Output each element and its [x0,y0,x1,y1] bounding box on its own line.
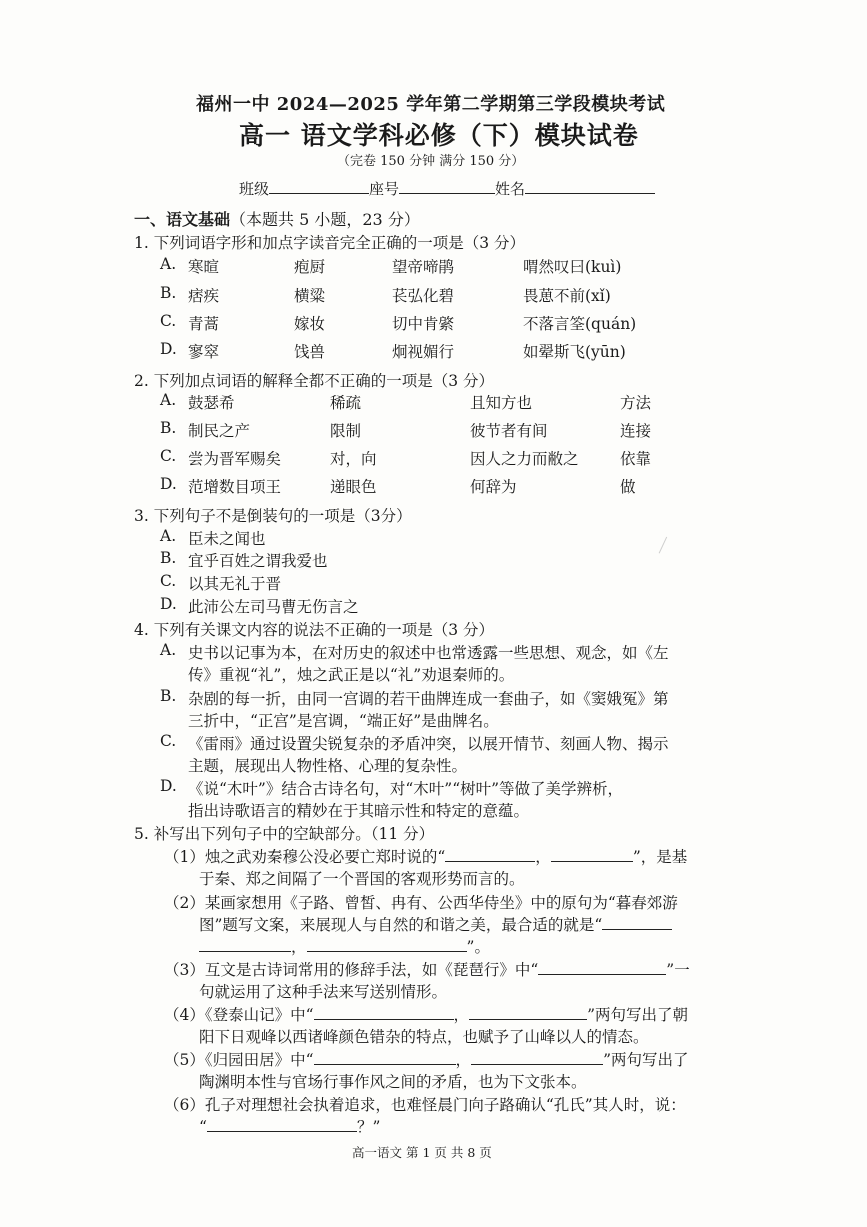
student-fields [239,178,655,199]
seat-label: 座号 [369,180,400,198]
q4-opt-d-line2: 指出诗歌语言的精妙在于其暗示性和特定的意蕴。 [188,802,530,820]
q5-item6-text-c: ？” [356,1118,381,1136]
q5-item1-line2: 于秦、郑之间隔了一个晋国的客观形势而言的。 [199,870,525,888]
q5-item1-blank1[interactable] [445,847,535,862]
q2-opt-c-4: 依靠 [620,450,652,468]
q5-item4-line1 [164,1003,688,1025]
q3-opt-d: 此沛公左司马曹无伤言之 [188,598,359,616]
q2-opt-c-3: 因人之力而敝之 [470,450,579,468]
q4-opt-b-line2: 三折中，“正宫”是宫调，“端正好”是曲牌名。 [188,712,499,730]
q5-item6-line2 [199,1115,380,1137]
q4-opt-d-line1: 《说“木叶”》结合古诗名句，对“木叶”“树叶”等做了美学辨析， [188,780,624,798]
section-heading [134,207,420,230]
q5-item6-text-b: “ [199,1118,207,1136]
q5-item3-blank[interactable] [538,960,666,975]
q4-opt-a-line1: 史书以记事为本，在对历史的叙述中也常透露一些思想、观念，如《左 [188,644,669,662]
q5-item2-text-d: ”。 [466,938,490,956]
q2-opt-d-4: 做 [620,478,636,496]
seat-blank[interactable] [399,179,495,194]
q4-opt-c-line2: 主题，展现出人物性格、心理的复杂性。 [188,757,468,775]
q5-item3-text-a: （3）互文是古诗词常用的修辞手法，如《琵琶行》中“ [164,961,539,979]
section-title: 一、语文基础 [134,210,231,229]
q2-opt-a-label: A. [160,391,177,409]
q3-opt-b: 宜乎百姓之谓我爱也 [188,552,328,570]
q4-opt-b-label: B. [160,687,177,705]
q4-stem: 4. 下列有关课文内容的说法不正确的一项是（3 分） [134,621,495,639]
q1-opt-d-2: 饯兽 [294,343,326,361]
class-label: 班级 [239,180,270,198]
q3-opt-d-label: D. [160,595,177,613]
q1-opt-a-4: 喟然叹曰(kuì) [523,258,622,276]
school-title: 福州一中 2024—2025 学年第二学期第三学段模块考试 [196,94,666,115]
q1-opt-c-label: C. [160,312,177,330]
q2-opt-a-2: 稀疏 [330,394,362,412]
q1-opt-c-3: 切中肯綮 [392,315,455,333]
q5-item2-blank1-cont[interactable] [199,937,291,952]
q3-opt-a: 臣未之闻也 [188,530,266,548]
q5-item3-line1 [164,958,690,980]
q2-opt-a-3: 且知方也 [470,394,533,412]
q3-opt-b-label: B. [160,549,177,567]
q1-opt-b-4: 畏葸不前(xǐ) [523,287,611,305]
q2-opt-b-2: 限制 [330,422,362,440]
q3-stem: 3. 下列句子不是倒装句的一项是（3分） [134,507,412,525]
q5-item4-text-a: （4）《登泰山记》中“ [164,1006,314,1024]
name-label: 姓名 [495,180,526,198]
q5-stem: 5. 补写出下列句子中的空缺部分。（11 分） [134,825,435,843]
exam-info: （完卷 150 分钟 满分 150 分） [337,154,525,169]
q2-opt-a-4: 方法 [620,394,652,412]
q5-item4-blank2[interactable] [469,1005,587,1020]
q1-opt-c-2: 嫁妆 [294,315,326,333]
q5-item2-line3 [199,935,490,957]
q2-opt-d-2: 递眼色 [330,478,377,496]
q2-opt-d-1: 范增数目项王 [188,478,282,496]
q4-opt-b-line1: 杂剧的每一折，由同一宫调的若干曲牌连成一套曲子，如《窦娥冤》第 [188,690,669,708]
q5-item1-text-c: ”，是基 [632,848,688,866]
scan-mark [659,537,676,558]
q5-item1-text-a: （1）烛之武劝秦穆公没必要亡郑时说的“ [164,848,446,866]
q5-item2-line2 [199,913,672,935]
q5-item2-text-b: 图”题写文案，来展现人与自然的和谐之美，最合适的就是“ [199,916,603,934]
q1-opt-c-1: 青蒿 [188,315,220,333]
q5-item3-line2: 句就运用了这种手法来写送别情形。 [199,983,448,1001]
q4-opt-d-label: D. [160,777,177,795]
q4-opt-a-line2: 传》重视“礼”，烛之武正是以“礼”劝退秦师的。 [188,666,515,684]
q5-item5-line1 [164,1048,689,1070]
q5-item6-line1: （6）孔子对理想社会执着追求，也难怪晨门向子路确认“孔氏”其人时，说： [164,1096,686,1114]
q5-item6-blank[interactable] [207,1117,357,1132]
q1-opt-d-4: 如翚斯飞(yūn) [523,343,626,361]
q5-item4-line2: 阳下日观峰以西诸峰颜色错杂的特点，也赋予了山峰以人的情态。 [199,1028,649,1046]
q1-opt-c-4: 不落言筌(quán) [523,315,637,333]
q5-item2-line1: （2）某画家想用《子路、曾皙、冉有、公西华侍坐》中的原句为“暮春郊游 [164,894,678,912]
q2-opt-b-3: 彼节者有间 [470,422,548,440]
q1-stem: 1. 下列词语字形和加点字读音完全正确的一项是（3 分） [134,234,526,252]
q5-item1-text-b: ， [535,848,551,866]
q2-opt-d-3: 何辞为 [470,478,517,496]
q1-opt-b-3: 苌弘化碧 [392,287,455,305]
q5-item3-text-b: ”一 [666,961,690,979]
class-blank[interactable] [269,179,369,194]
q1-opt-b-label: B. [160,284,177,302]
paper-title: 高一 语文学科必修（下）模块试卷 [239,121,639,150]
q1-opt-a-3: 望帝啼鹃 [392,258,455,276]
q3-opt-c-label: C. [160,572,177,590]
q5-item5-text-b: ， [455,1051,472,1069]
q3-opt-c: 以其无礼于晋 [188,575,282,593]
q2-opt-b-4: 连接 [620,422,652,440]
q5-item2-text-c: ， [291,938,307,956]
q1-opt-d-1: 寥窣 [188,343,220,361]
q5-item2-blank1[interactable] [602,915,672,930]
q3-opt-a-label: A. [160,527,177,545]
q2-opt-a-1: 鼓瑟希 [188,394,235,412]
q5-item5-text-a: （5）《归园田居》中“ [164,1051,314,1069]
q2-opt-b-1: 制民之产 [188,422,251,440]
q5-item5-blank2[interactable] [471,1050,603,1065]
q5-item5-text-c: ”两句写出了 [603,1051,689,1069]
q2-opt-c-1: 尝为晋军赐矣 [188,450,282,468]
q5-item4-text-b: ， [453,1006,470,1024]
q1-opt-a-2: 疱厨 [294,258,326,276]
q5-item5-line2: 陶渊明本性与官场行事作风之间的矛盾，也为下文张本。 [199,1073,587,1091]
q2-opt-c-label: C. [160,447,177,465]
q5-item1-blank2[interactable] [551,847,633,862]
name-blank[interactable] [525,179,655,194]
q4-opt-c-label: C. [160,732,177,750]
q5-item5-blank1[interactable] [314,1050,456,1065]
q4-opt-a-label: A. [160,641,177,659]
q2-opt-d-label: D. [160,475,177,493]
q5-item4-blank1[interactable] [314,1005,454,1020]
q1-opt-a-1: 寒暄 [188,258,220,276]
q1-opt-a-label: A. [160,255,177,273]
q1-opt-d-label: D. [160,340,177,358]
q1-opt-b-2: 横粱 [294,287,326,305]
q2-opt-b-label: B. [160,419,177,437]
q1-opt-b-1: 痞疾 [188,287,220,305]
page-footer: 高一语文 第 1 页 共 8 页 [352,1145,492,1160]
q4-opt-c-line1: 《雷雨》通过设置尖锐复杂的矛盾冲突，以展开情节、刻画人物、揭示 [188,735,669,753]
q5-item1-line1 [164,845,687,867]
q2-stem: 2. 下列加点词语的解释全都不正确的一项是（3 分） [134,372,495,390]
q1-opt-d-3: 炯视媚行 [392,343,455,361]
q5-item4-text-c: ”两句写出了朝 [587,1006,688,1024]
section-note: （本题共 5 小题，23 分） [230,210,420,229]
q2-opt-c-2: 对，向 [330,450,377,468]
q5-item2-blank2[interactable] [307,937,467,952]
